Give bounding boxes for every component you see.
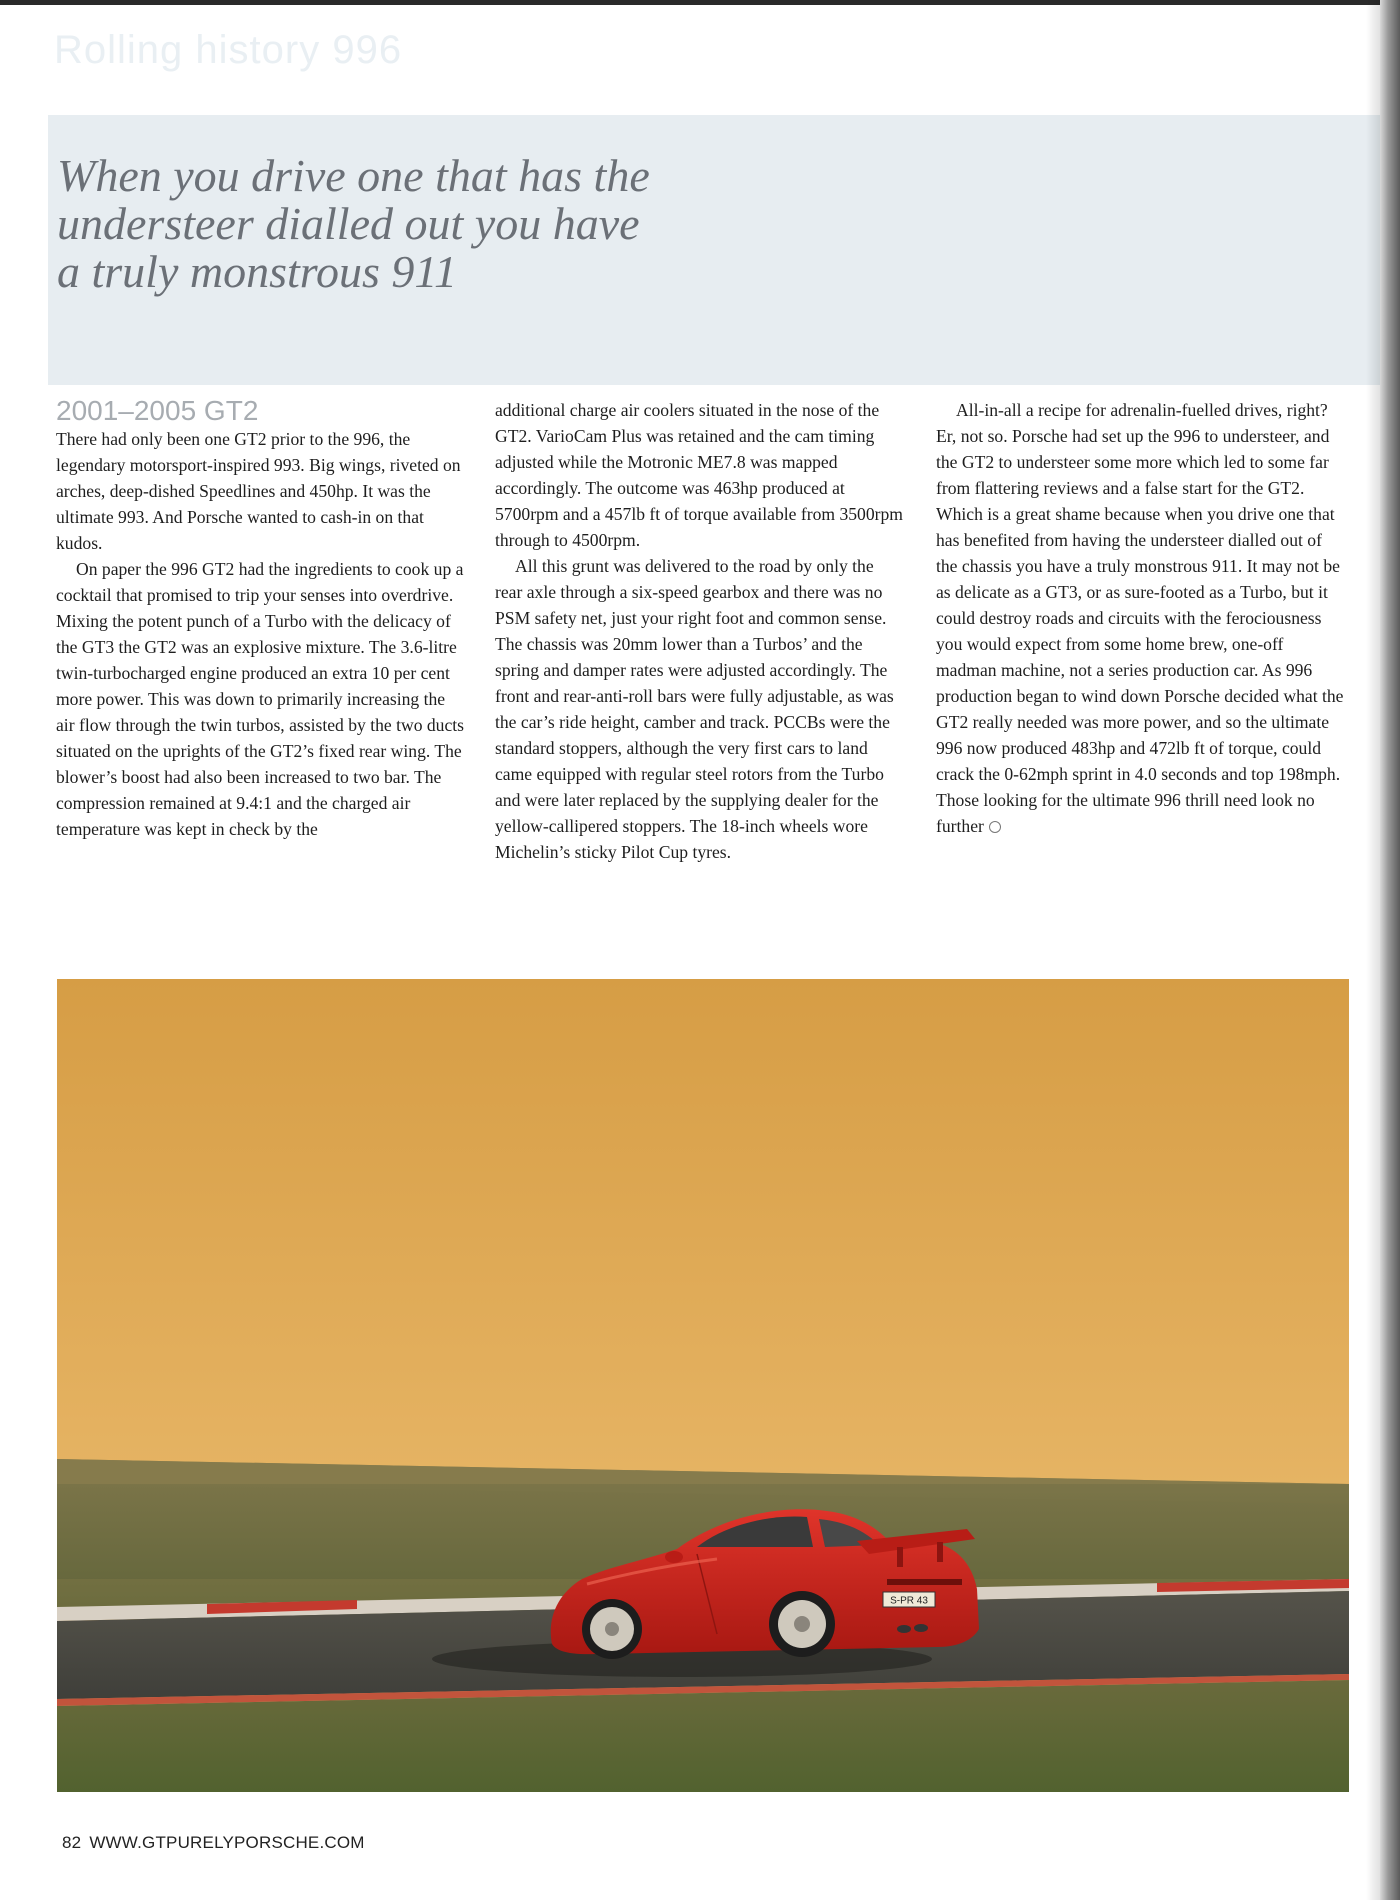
car-photo bbox=[57, 979, 1349, 1792]
section-title: 2001–2005 GT2 bbox=[56, 395, 259, 426]
paragraph: All this grunt was delivered to the road by only the rear axle through a six-speed gearbox and there was no PSM safety net, just your right foot and common sense. The chassis was 20mm lower than a Turbos’ and the spring and damper rates were adjusted accordingly. The front and rear-anti-roll bars were fully adjustable, as was the car’s ride height, camber and track. PCCBs were the standard stoppers, although the very first cars to land came equipped with regular steel rotors from the Turbo and were later replaced by the supplying dealer for the yellow-callipered stoppers. The 18-inch wheels wore Michelin’s sticky Pilot Cup tyres. bbox=[495, 556, 894, 862]
pull-quote: When you drive one that has the understeer dialled out you have a truly monstrous 911 bbox=[57, 150, 650, 297]
page-number: 82 bbox=[62, 1833, 82, 1852]
article-column-3 bbox=[936, 397, 1346, 839]
page-footer bbox=[62, 1833, 365, 1853]
ghost-section-heading: Rolling history 996 bbox=[54, 28, 403, 72]
article-column-1 bbox=[56, 394, 466, 842]
page-edge bbox=[1380, 0, 1400, 1900]
binding-shadow bbox=[1366, 0, 1380, 1900]
paragraph: On paper the 996 GT2 had the ingredients to cook up a cocktail that promised to trip your senses into overdrive. Mixing the potent punch of a Turbo with the delicacy of the GT3 the GT2 was an explosive mixture. The 3.6-litre twin-turbocharged engine produced an extra 10 per cent more power. This was down to primarily increasing the air flow through the twin turbos, assisted by the two ducts situated on the uprights of the GT2’s fixed rear wing. The blower’s boost had also been increased to two bar. The compression remained at 9.4:1 and the charged air temperature was kept in check by the bbox=[56, 559, 465, 839]
website-url[interactable]: WWW.GTPURELYPORSCHE.COM bbox=[89, 1833, 365, 1852]
paragraph-text: All-in-all a recipe for adrenalin-fuelled drives, right? Er, not so. Porsche had set up the 996 to understeer, and the GT2 to understeer some more which led to some far from flattering reviews and a false start for the GT2. Which is a great shame because when you drive one that has benefited from having the understeer dialled out of the chassis you have a truly monstrous 911. It may not be as delicate as a GT3, or as sure-footed as a Turbo, but it could destroy roads and circuits with the ferociousness you would expect from some home brew, one-off madman machine, not a series production car. As 996 production began to wind down Porsche decided what the GT2 really needed was more power, and so the ultimate 996 now produced 483hp and 472lb ft of torque, could crack the 0-62mph sprint in 4.0 seconds and top 198mph. Those looking for the ultimate 996 thrill need look no further bbox=[936, 400, 1344, 836]
scan-border bbox=[0, 0, 1400, 5]
end-of-article-icon bbox=[989, 821, 1001, 833]
number-plate-text: S-PR 43 bbox=[890, 1595, 928, 1607]
paragraph-final bbox=[936, 397, 1346, 839]
car-photo-illustration bbox=[57, 979, 1349, 1792]
article-column-2 bbox=[495, 397, 905, 865]
paragraph: additional charge air coolers situated in the nose of the GT2. VarioCam Plus was retained and the cam timing adjusted while the Motronic ME7.8 was mapped accordingly. The outcome was 463hp produced at 5700rpm and a 457lb ft of torque available from 3500rpm through to 4500rpm. bbox=[495, 400, 903, 550]
paragraph: There had only been one GT2 prior to the 996, the legendary motorsport-inspired 993. Big wings, riveted on arches, deep-dished Speedlines and 450hp. It was the ultimate 993. And Porsche wanted to cash-in on that kudos. bbox=[56, 429, 461, 553]
